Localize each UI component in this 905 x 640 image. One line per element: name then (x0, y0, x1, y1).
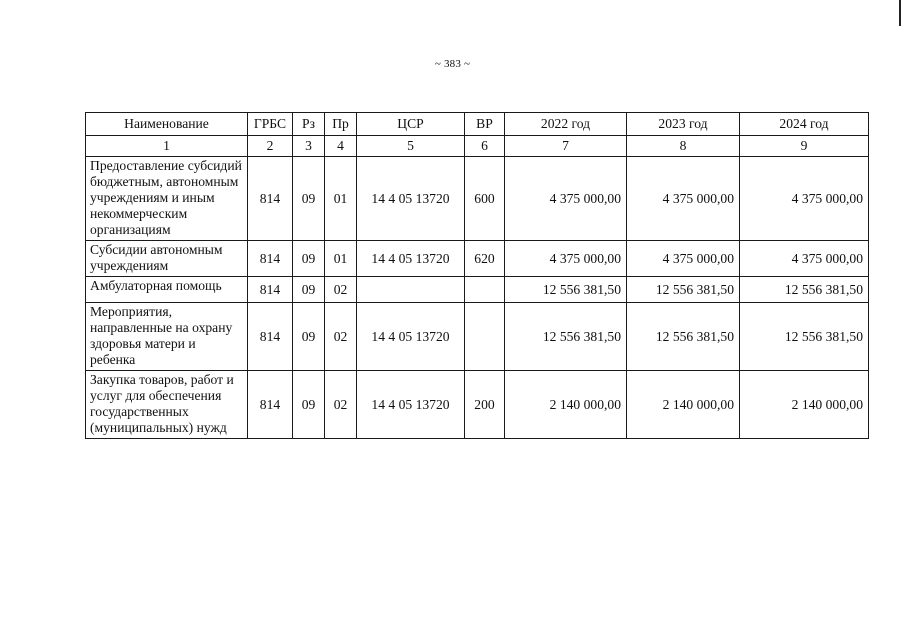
row-pr: 02 (325, 277, 357, 303)
row-csr: 14 4 05 13720 (357, 157, 465, 241)
table-row (86, 241, 869, 277)
header-csr: ЦСР (357, 113, 465, 136)
page-number: ~ 383 ~ (434, 58, 471, 70)
column-number: 5 (357, 136, 465, 157)
row-rz: 09 (293, 241, 325, 277)
row-vr: 600 (465, 157, 505, 241)
row-rz: 09 (293, 303, 325, 371)
column-number: 1 (86, 136, 248, 157)
table-row (86, 157, 869, 241)
row-name: Предоставление субсидий бюджетным, автономным учреждениям и иным некоммерческим организациям (86, 157, 248, 241)
row-grbs: 814 (248, 277, 293, 303)
header-2022: 2022 год (505, 113, 627, 136)
row-vr: 200 (465, 371, 505, 439)
column-number: 6 (465, 136, 505, 157)
row-amount-2024: 12 556 381,50 (740, 277, 869, 303)
header-vr: ВР (465, 113, 505, 136)
header-pr: Пр (325, 113, 357, 136)
row-amount-2022: 2 140 000,00 (505, 371, 627, 439)
row-amount-2022: 12 556 381,50 (505, 303, 627, 371)
column-number: 4 (325, 136, 357, 157)
row-vr (465, 277, 505, 303)
column-number: 3 (293, 136, 325, 157)
row-name: Амбулаторная помощь (86, 277, 248, 303)
row-amount-2022: 12 556 381,50 (505, 277, 627, 303)
row-amount-2023: 12 556 381,50 (627, 277, 740, 303)
row-amount-2023: 4 375 000,00 (627, 157, 740, 241)
row-amount-2024: 2 140 000,00 (740, 371, 869, 439)
row-rz: 09 (293, 371, 325, 439)
row-amount-2024: 12 556 381,50 (740, 303, 869, 371)
column-number: 2 (248, 136, 293, 157)
row-vr: 620 (465, 241, 505, 277)
row-amount-2024: 4 375 000,00 (740, 157, 869, 241)
column-number: 8 (627, 136, 740, 157)
row-amount-2023: 12 556 381,50 (627, 303, 740, 371)
table-row (86, 277, 869, 303)
table-row (86, 303, 869, 371)
table-header-row (86, 113, 869, 136)
row-amount-2022: 4 375 000,00 (505, 241, 627, 277)
row-amount-2023: 4 375 000,00 (627, 241, 740, 277)
row-grbs: 814 (248, 157, 293, 241)
column-number-row (86, 136, 869, 157)
table-row (86, 371, 869, 439)
budget-table (85, 112, 869, 439)
row-csr: 14 4 05 13720 (357, 303, 465, 371)
header-2024: 2024 год (740, 113, 869, 136)
row-name: Закупка товаров, работ и услуг для обеспечения государственных (муниципальных) нужд (86, 371, 248, 439)
row-amount-2023: 2 140 000,00 (627, 371, 740, 439)
row-csr: 14 4 05 13720 (357, 371, 465, 439)
header-rz: Рз (293, 113, 325, 136)
row-rz: 09 (293, 277, 325, 303)
row-name: Мероприятия, направленные на охрану здоровья матери и ребенка (86, 303, 248, 371)
row-grbs: 814 (248, 241, 293, 277)
row-grbs: 814 (248, 303, 293, 371)
row-rz: 09 (293, 157, 325, 241)
header-name: Наименование (86, 113, 248, 136)
row-csr (357, 277, 465, 303)
row-pr: 01 (325, 157, 357, 241)
row-amount-2024: 4 375 000,00 (740, 241, 869, 277)
row-pr: 02 (325, 303, 357, 371)
header-2023: 2023 год (627, 113, 740, 136)
scan-edge-mark (899, 0, 901, 26)
column-number: 7 (505, 136, 627, 157)
row-amount-2022: 4 375 000,00 (505, 157, 627, 241)
row-name: Субсидии автономным учреждениям (86, 241, 248, 277)
row-grbs: 814 (248, 371, 293, 439)
row-pr: 01 (325, 241, 357, 277)
row-pr: 02 (325, 371, 357, 439)
row-csr: 14 4 05 13720 (357, 241, 465, 277)
header-grbs: ГРБС (248, 113, 293, 136)
column-number: 9 (740, 136, 869, 157)
row-vr (465, 303, 505, 371)
